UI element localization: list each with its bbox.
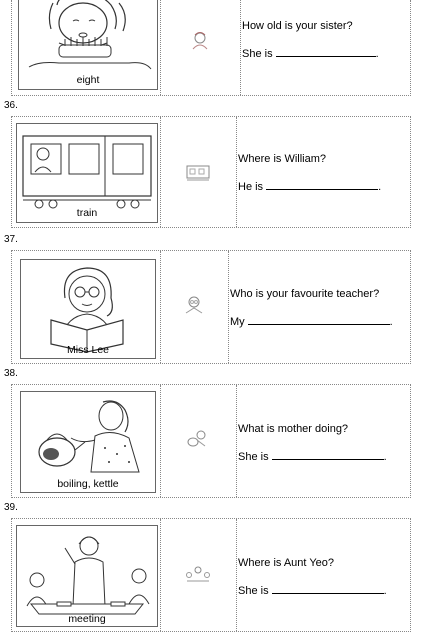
exercise-row-39 [11,518,411,632]
answer-prefix: She is [242,48,273,60]
picture-cell [12,519,161,631]
answer-blank[interactable] [266,181,378,190]
picture-frame [20,391,156,493]
answer-line[interactable] [242,48,379,60]
girl-thumbnail-icon [187,30,213,50]
picture-frame [18,0,158,90]
answer-prefix: She is [238,451,269,463]
exercise-row-36 [11,116,411,228]
question-number: 39. [4,502,18,513]
meeting-thumbnail-icon [185,565,211,585]
thumbnail-cell [160,251,229,363]
exercise-row-35 [11,0,411,96]
thumbnail-cell [160,117,237,227]
question-number: 38. [4,368,18,379]
answer-blank[interactable] [272,585,384,594]
picture-frame [16,123,158,223]
answer-suffix: . [383,585,387,597]
question-text: Where is William? [238,153,327,165]
answer-line[interactable] [230,316,393,328]
answer-blank[interactable] [248,316,390,325]
teacher-thumbnail-icon [181,295,207,315]
kettle-thumbnail-icon [185,429,211,449]
question-text: Where is Aunt Yeo? [238,557,335,569]
picture-caption: meeting [68,613,106,625]
question-text: Who is your favourite teacher? [230,288,380,300]
answer-blank[interactable] [276,48,376,57]
answer-line[interactable] [238,451,387,463]
answer-suffix: . [378,181,382,193]
question-number: 37. [4,234,18,245]
meeting-illustration [17,526,157,626]
thumbnail-cell [160,519,237,631]
picture-cell [12,385,161,497]
answer-blank[interactable] [272,451,384,460]
question-text: What is mother doing? [238,423,349,435]
picture-cell [12,251,161,363]
answer-line[interactable] [238,181,381,193]
picture-frame [16,525,158,627]
picture-caption: eight [76,74,100,86]
answer-prefix: He is [238,181,264,193]
thumbnail-cell [160,385,237,497]
answer-line[interactable] [238,585,387,597]
answer-prefix: She is [238,585,269,597]
picture-caption: boiling, kettle [57,478,119,490]
picture-cell [12,0,161,95]
exercise-row-37 [11,250,411,364]
train-thumbnail-icon [185,163,211,183]
picture-caption: Miss Lee [66,344,109,356]
answer-suffix: . [383,451,387,463]
question-number: 36. [4,100,18,111]
mother-kettle-illustration [21,392,155,492]
question-text: How old is your sister? [242,20,353,32]
answer-suffix: . [389,316,393,328]
answer-prefix: My [230,316,245,328]
answer-suffix: . [375,48,379,60]
picture-caption: train [76,207,98,219]
exercise-row-38 [11,384,411,498]
thumbnail-cell [160,0,241,95]
picture-frame [20,259,156,359]
picture-cell [12,117,161,227]
